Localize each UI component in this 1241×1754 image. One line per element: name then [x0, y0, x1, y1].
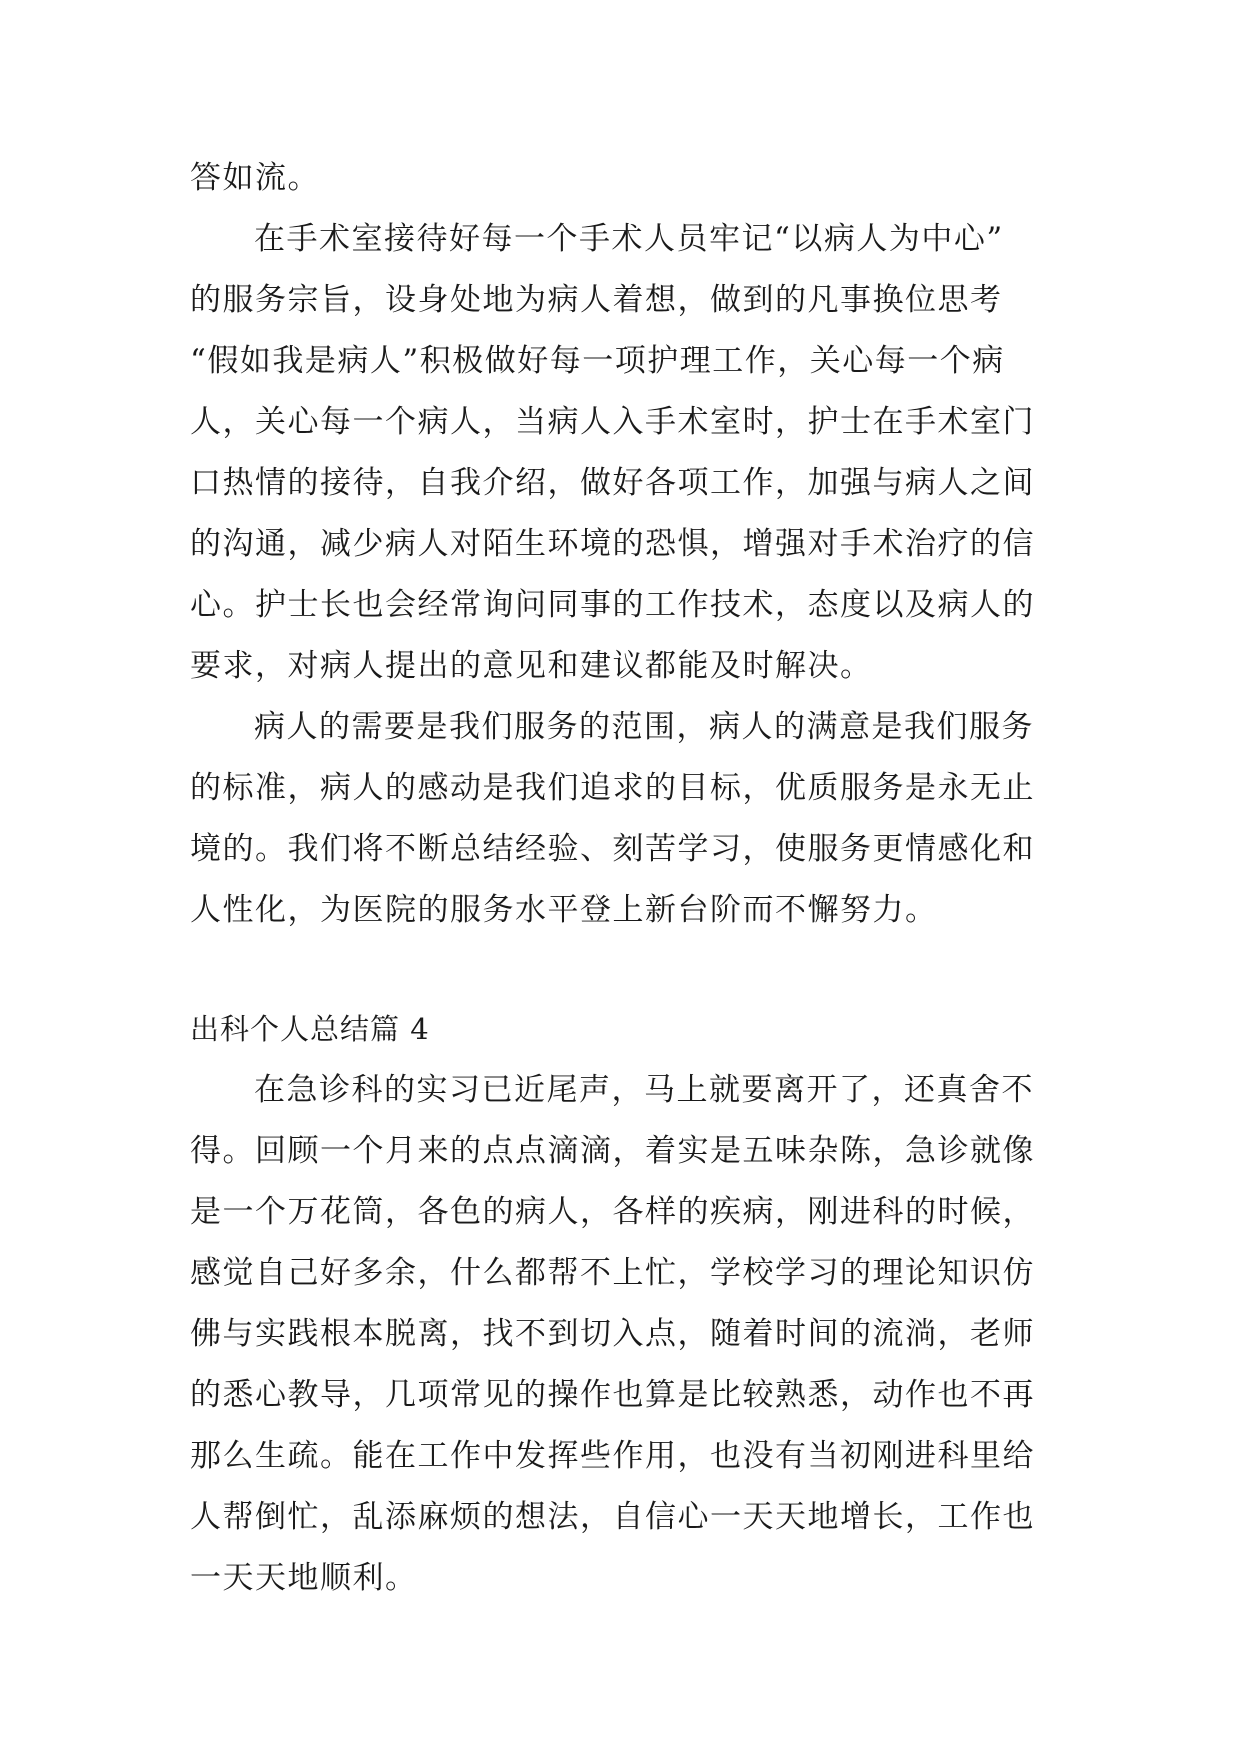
paragraph-start-line: 病人的需要是我们服务的范围，病人的满意是我们服务	[254, 709, 1034, 745]
text-line: 要求，对病人提出的意见和建议都能及时解决。	[190, 648, 873, 684]
document-body	[190, 148, 1060, 1609]
text-line: 人帮倒忙，乱添麻烦的想法，自信心一天天地增长，工作也	[190, 1499, 1035, 1535]
text-line: 的服务宗旨，设身处地为病人着想，做到的凡事换位思考	[190, 282, 1003, 318]
text-line: 的标准，病人的感动是我们追求的目标，优质服务是永无止	[190, 770, 1035, 806]
text-line: 境的。我们将不断总结经验、刻苦学习，使服务更情感化和	[190, 831, 1035, 867]
text-line: 是一个万花筒，各色的病人，各样的疾病，刚进科的时候，	[190, 1194, 1035, 1230]
text-line: 得。回顾一个月来的点点滴滴，着实是五味杂陈，急诊就像	[190, 1133, 1035, 1169]
text-line: 人性化，为医院的服务水平登上新台阶而不懈努力。	[190, 892, 938, 928]
section-heading: 出科个人总结篇 4	[190, 1012, 430, 1046]
text-line: 答如流。	[190, 160, 320, 196]
text-line: 的悉心教导，几项常见的操作也算是比较熟悉，动作也不再	[190, 1377, 1035, 1413]
text-line: 心。护士长也会经常询问同事的工作技术，态度以及病人的	[190, 587, 1035, 623]
text-line: 感觉自己好多余，什么都帮不上忙，学校学习的理论知识仿	[190, 1255, 1035, 1291]
text-line: 佛与实践根本脱离，找不到切入点，随着时间的流淌，老师	[190, 1316, 1035, 1352]
paragraph-start-line: 在手术室接待好每一个手术人员牢记“以病人为中心”	[254, 221, 1004, 257]
text-line: 那么生疏。能在工作中发挥些作用，也没有当初刚进科里给	[190, 1438, 1035, 1474]
text-line: 一天天地顺利。	[190, 1560, 418, 1596]
paragraph-start-line: 在急诊科的实习已近尾声，马上就要离开了，还真舍不	[254, 1072, 1034, 1108]
text-line: 人，关心每一个病人，当病人入手术室时，护士在手术室门	[190, 404, 1035, 440]
section-gap	[190, 941, 1060, 999]
text-line: 的沟通，减少病人对陌生环境的恐惧，增强对手术治疗的信	[190, 526, 1035, 562]
text-line: “假如我是病人”积极做好每一项护理工作，关心每一个病	[190, 343, 1005, 379]
text-line: 口热情的接待，自我介绍，做好各项工作，加强与病人之间	[190, 465, 1035, 501]
